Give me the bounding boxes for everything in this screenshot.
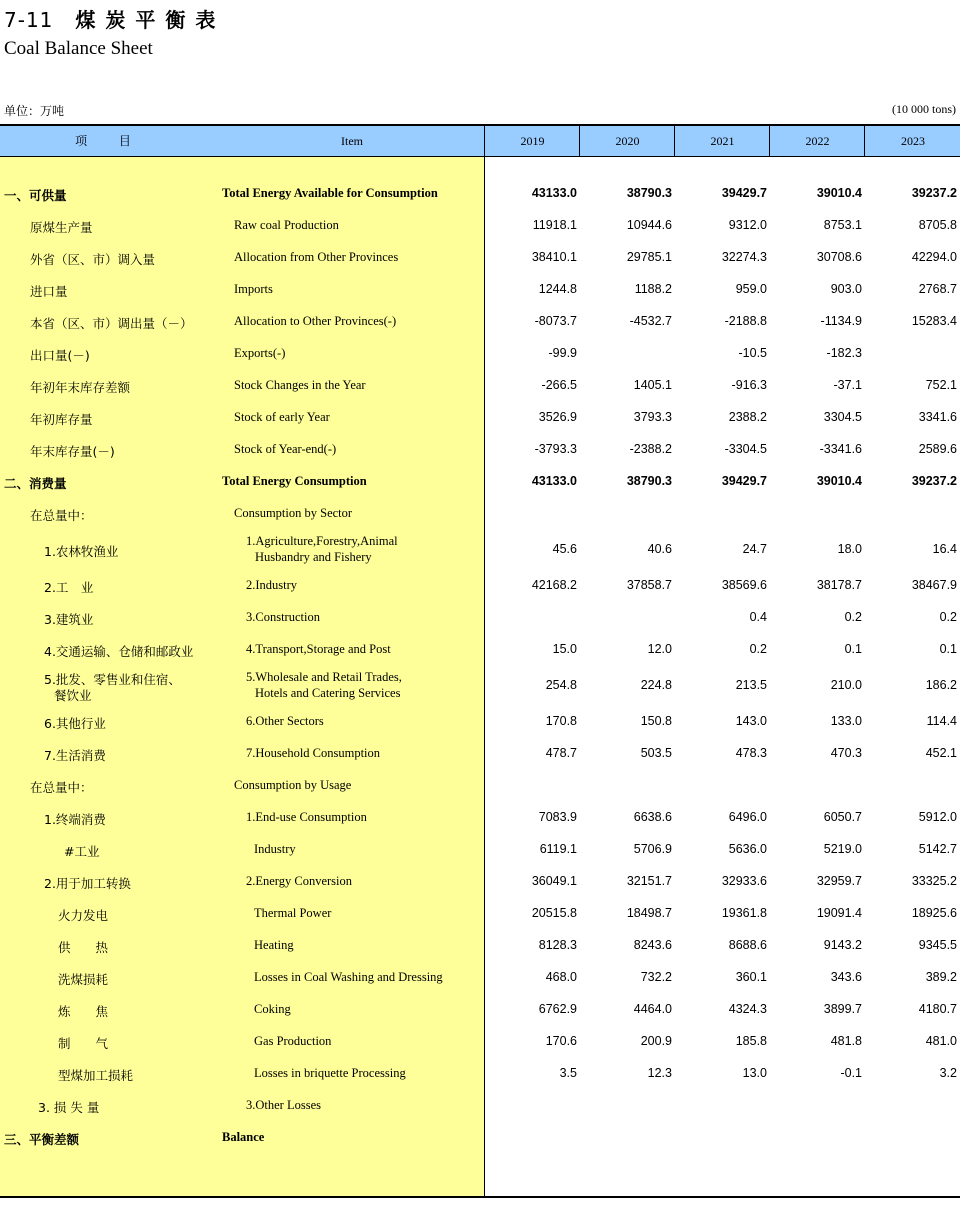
value-cell-2022: -3341.6 (819, 442, 862, 456)
value-cell-2022: 8753.1 (823, 218, 862, 232)
value-cell-2021: 9312.0 (728, 218, 767, 232)
row-label-cn: 3. 损 失 量 (38, 1100, 100, 1115)
value-cell-2019: 20515.8 (531, 906, 577, 920)
value-cell-2021: 6496.0 (728, 810, 767, 824)
unit-cn: 单位：万吨 (4, 104, 65, 118)
row-label-en: Consumption by Sector (234, 506, 353, 520)
value-cell-2021: 959.0 (735, 282, 767, 296)
value-cell-2021: 185.8 (735, 1034, 767, 1048)
value-cell-2023: 9345.5 (918, 938, 957, 952)
value-cell-2023: 452.1 (925, 746, 957, 760)
value-cell-2020: 38790.3 (626, 186, 672, 200)
value-cell-2022: -37.1 (833, 378, 862, 392)
value-cell-2022: -0.1 (840, 1066, 862, 1080)
value-cell-2023: 389.2 (925, 970, 957, 984)
row-label-en: 1.End-use Consumption (246, 810, 367, 824)
row-label-cn: 供 热 (58, 940, 109, 955)
value-cell-2023: 8705.8 (918, 218, 957, 232)
value-cell-2021: 143.0 (735, 714, 767, 728)
value-cell-2023: 5142.7 (918, 842, 957, 856)
value-cell-2023: 186.2 (925, 678, 957, 692)
header-item-cn: 项 目 (75, 134, 145, 148)
row-label-cn: 7.生活消费 (44, 748, 106, 763)
row-label-cn: 1.终端消费 (44, 812, 106, 827)
row-label-cn: 2.工 业 (44, 580, 94, 595)
value-cell-2022: 0.2 (844, 610, 862, 624)
value-cell-2020: 32151.7 (626, 874, 672, 888)
row-label-en: 2.Industry (246, 578, 298, 592)
row-label-cn: 年初库存量 (30, 412, 93, 427)
value-cell-2022: 470.3 (830, 746, 862, 760)
value-cell-2020: 12.0 (647, 642, 672, 656)
row-label-cn: 炼 焦 (58, 1004, 109, 1019)
value-cell-2021: 360.1 (735, 970, 767, 984)
value-cell-2021: 19361.8 (721, 906, 767, 920)
value-cell-2019: 3.5 (559, 1066, 577, 1080)
value-cell-2019: -266.5 (541, 378, 577, 392)
value-cell-2022: 18.0 (837, 542, 862, 556)
value-cell-2019: -8073.7 (534, 314, 577, 328)
row-label-cn: 型煤加工损耗 (58, 1068, 134, 1083)
value-cell-2019: 43133.0 (531, 186, 577, 200)
value-cell-2020: -2388.2 (629, 442, 672, 456)
header-year-2023: 2023 (864, 126, 960, 156)
value-cell-2020: 37858.7 (626, 578, 672, 592)
row-label-cn: 三、平衡差额 (4, 1132, 80, 1147)
row-label-cn: 洗煤损耗 (58, 972, 109, 987)
row-label-cn: 年末库存量(－) (30, 444, 115, 459)
value-cell-2023: 2768.7 (918, 282, 957, 296)
row-label-cn: 进口量 (30, 284, 68, 299)
value-cell-2019: 7083.9 (538, 810, 577, 824)
value-cell-2020: 12.3 (647, 1066, 672, 1080)
row-label-cn: 3.建筑业 (44, 612, 94, 627)
value-cell-2019: 8128.3 (538, 938, 577, 952)
value-cell-2020: 6638.6 (633, 810, 672, 824)
value-cell-2021: -10.5 (738, 346, 767, 360)
value-cell-2021: -916.3 (731, 378, 767, 392)
value-cell-2023: 15283.4 (911, 314, 957, 328)
value-cell-2021: -3304.5 (724, 442, 767, 456)
row-label-en: 3.Other Losses (246, 1098, 321, 1112)
value-cell-2023: 3.2 (939, 1066, 957, 1080)
table-header (0, 126, 960, 157)
row-label-en: 6.Other Sectors (246, 714, 324, 728)
value-cell-2022: 133.0 (830, 714, 862, 728)
value-cell-2023: 39237.2 (911, 186, 957, 200)
value-cell-2023: 481.0 (925, 1034, 957, 1048)
value-cell-2021: 478.3 (735, 746, 767, 760)
value-cell-2023: 0.1 (939, 642, 957, 656)
value-cell-2019: 45.6 (552, 542, 577, 556)
value-cell-2023: 752.1 (925, 378, 957, 392)
value-cell-2020: 200.9 (640, 1034, 672, 1048)
value-cell-2023: 3341.6 (918, 410, 957, 424)
value-cell-2021: 32274.3 (721, 250, 767, 264)
row-label-en: Losses in Coal Washing and Dressing (254, 970, 443, 984)
row-label-cn: 出口量(－) (30, 348, 90, 363)
value-cell-2023: 0.2 (939, 610, 957, 624)
value-cell-2022: 343.6 (830, 970, 862, 984)
value-cell-2022: 39010.4 (816, 474, 862, 488)
value-cell-2022: 32959.7 (816, 874, 862, 888)
value-cell-2020: 503.5 (640, 746, 672, 760)
row-label-en: Allocation to Other Provinces(-) (234, 314, 397, 328)
row-label-en: Heating (254, 938, 294, 952)
value-cell-2021: 13.0 (742, 1066, 767, 1080)
page-title-en: Coal Balance Sheet (4, 38, 153, 59)
value-cell-2020: 1405.1 (633, 378, 672, 392)
page-title-cn (4, 4, 225, 33)
value-cell-2020: 150.8 (640, 714, 672, 728)
header-item-en: Item (341, 134, 363, 148)
row-label-cn: 4.交通运输、仓储和邮政业 (44, 644, 194, 659)
row-label-cn: 制 气 (58, 1036, 109, 1051)
row-label-cn: 在总量中： (30, 508, 93, 523)
row-label-cn: 外省（区、市）调入量 (30, 252, 156, 267)
table-number: 7-11 (4, 8, 54, 32)
row-label-cn: 二、消费量 (4, 476, 67, 491)
value-cell-2020: 5706.9 (633, 842, 672, 856)
row-label-en: Industry (254, 842, 296, 856)
row-label-cn: 1.农林牧渔业 (44, 544, 119, 559)
header-year-2020: 2020 (579, 126, 675, 156)
row-label-en: 3.Construction (246, 610, 320, 624)
header-year-2019: 2019 (484, 126, 580, 156)
value-cell-2022: 5219.0 (823, 842, 862, 856)
value-cell-2021: 5636.0 (728, 842, 767, 856)
value-cell-2020: 29785.1 (626, 250, 672, 264)
row-label-cn-line2: 餐饮业 (54, 688, 92, 703)
value-cell-2019: 170.8 (545, 714, 577, 728)
row-label-cn: 火力发电 (58, 908, 109, 923)
row-label-cn: #工业 (64, 844, 100, 859)
value-cell-2019: 38410.1 (531, 250, 577, 264)
value-cell-2020: 1188.2 (634, 282, 672, 296)
row-label-en: 7.Household Consumption (246, 746, 381, 760)
value-cell-2023: 33325.2 (911, 874, 957, 888)
value-cell-2020: -4532.7 (629, 314, 672, 328)
row-label-cn: 年初年末库存差额 (30, 380, 131, 395)
value-cell-2022: 3304.5 (823, 410, 862, 424)
row-label-en: Allocation from Other Provinces (234, 250, 399, 264)
value-cell-2022: -182.3 (826, 346, 862, 360)
value-cell-2023: 2589.6 (918, 442, 957, 456)
row-label-cn: 在总量中： (30, 780, 93, 795)
value-cell-2020: 8243.6 (633, 938, 672, 952)
value-cell-2020: 38790.3 (626, 474, 672, 488)
value-cell-2019: 36049.1 (531, 874, 577, 888)
value-cell-2023: 114.4 (926, 714, 957, 728)
value-cell-2019: 15.0 (552, 642, 577, 656)
value-cell-2021: 0.2 (749, 642, 767, 656)
row-label-en: 4.Transport,Storage and Post (246, 642, 391, 656)
value-cell-2023: 4180.7 (918, 1002, 957, 1016)
value-cell-2021: 8688.6 (728, 938, 767, 952)
coal-balance-table (0, 124, 960, 1198)
row-label-en: Total Energy Consumption (222, 474, 367, 488)
header-year-2022: 2022 (769, 126, 865, 156)
value-cell-2022: 30708.6 (816, 250, 862, 264)
row-label-en: Balance (222, 1130, 265, 1144)
value-cell-2019: 3526.9 (538, 410, 577, 424)
value-cell-2022: 210.0 (830, 678, 862, 692)
value-cell-2021: 0.4 (749, 610, 767, 624)
value-cell-2023: 39237.2 (911, 474, 957, 488)
row-label-cn: 2.用于加工转换 (44, 876, 131, 891)
value-cell-2020: 10944.6 (626, 218, 672, 232)
value-cell-2022: 9143.2 (823, 938, 862, 952)
value-cell-2022: 38178.7 (816, 578, 862, 592)
value-cell-2019: 468.0 (545, 970, 577, 984)
value-cell-2021: 39429.7 (721, 474, 767, 488)
value-cell-2019: 6119.1 (539, 842, 577, 856)
value-cell-2022: 481.8 (830, 1034, 862, 1048)
row-label-en: Consumption by Usage (234, 778, 352, 792)
row-label-en: Exports(-) (234, 346, 286, 360)
row-label-cn: 6.其他行业 (44, 716, 106, 731)
value-cell-2020: 3793.3 (633, 410, 672, 424)
value-cell-2019: 478.7 (545, 746, 577, 760)
row-label-en: Gas Production (254, 1034, 332, 1048)
row-label-cn: 本省（区、市）调出量（－） (30, 316, 193, 331)
value-cell-2019: 1244.8 (538, 282, 577, 296)
value-cell-2020: 732.2 (640, 970, 672, 984)
row-label-cn: 5.批发、零售业和住宿、 (44, 672, 181, 687)
row-label-en: Stock of early Year (234, 410, 330, 424)
row-label-en: Raw coal Production (234, 218, 339, 232)
value-cell-2019: 43133.0 (531, 474, 577, 488)
value-cell-2021: 4324.3 (728, 1002, 767, 1016)
row-label-en: Stock Changes in the Year (234, 378, 366, 392)
row-label-en: Stock of Year-end(-) (234, 442, 337, 456)
value-cell-2020: 18498.7 (626, 906, 672, 920)
row-label-en: Coking (254, 1002, 291, 1016)
value-cell-2023: 16.4 (932, 542, 957, 556)
row-label-en: Thermal Power (254, 906, 332, 920)
value-cell-2021: -2188.8 (724, 314, 767, 328)
value-cell-2020: 40.6 (647, 542, 672, 556)
value-cell-2020: 4464.0 (633, 1002, 672, 1016)
value-cell-2019: -3793.3 (534, 442, 577, 456)
unit-en: (10 000 tons) (892, 102, 956, 116)
value-cell-2023: 5912.0 (918, 810, 957, 824)
value-cell-2021: 39429.7 (721, 186, 767, 200)
row-label-en: Losses in briquette Processing (254, 1066, 406, 1080)
value-cell-2019: 11918.1 (532, 218, 577, 232)
value-cell-2021: 24.7 (742, 542, 767, 556)
row-label-cn: 原煤生产量 (30, 220, 93, 235)
row-label-en: 2.Energy Conversion (246, 874, 353, 888)
value-cell-2019: 6762.9 (538, 1002, 577, 1016)
title-cn-text: 煤炭平衡表 (75, 8, 226, 32)
value-cell-2022: 19091.4 (816, 906, 862, 920)
value-cell-2021: 2388.2 (728, 410, 767, 424)
value-cell-2022: 3899.7 (823, 1002, 862, 1016)
value-cell-2020: 224.8 (640, 678, 672, 692)
value-cell-2022: 903.0 (830, 282, 862, 296)
value-cell-2021: 38569.6 (721, 578, 767, 592)
value-cell-2023: 38467.9 (911, 578, 957, 592)
row-label-en: 5.Wholesale and Retail Trades, (246, 670, 402, 684)
value-cell-2021: 32933.6 (721, 874, 767, 888)
value-cell-2023: 18925.6 (911, 906, 957, 920)
header-year-2021: 2021 (674, 126, 770, 156)
value-cell-2023: 42294.0 (911, 250, 957, 264)
value-cell-2019: -99.9 (548, 346, 577, 360)
row-label-en: Imports (234, 282, 273, 296)
row-label-en-line2: Husbandry and Fishery (255, 550, 372, 564)
value-cell-2019: 42168.2 (531, 578, 577, 592)
value-cell-2022: 0.1 (844, 642, 862, 656)
row-label-en: Total Energy Available for Consumption (222, 186, 438, 200)
value-cell-2019: 254.8 (545, 678, 577, 692)
row-label-en: 1.Agriculture,Forestry,Animal (246, 534, 398, 548)
value-cell-2022: -1134.9 (820, 314, 862, 328)
value-cell-2021: 213.5 (735, 678, 767, 692)
value-cell-2022: 39010.4 (816, 186, 862, 200)
row-label-cn: 一、可供量 (4, 188, 67, 203)
row-label-en-line2: Hotels and Catering Services (255, 686, 401, 700)
value-cell-2022: 6050.7 (823, 810, 862, 824)
value-cell-2019: 170.6 (545, 1034, 577, 1048)
